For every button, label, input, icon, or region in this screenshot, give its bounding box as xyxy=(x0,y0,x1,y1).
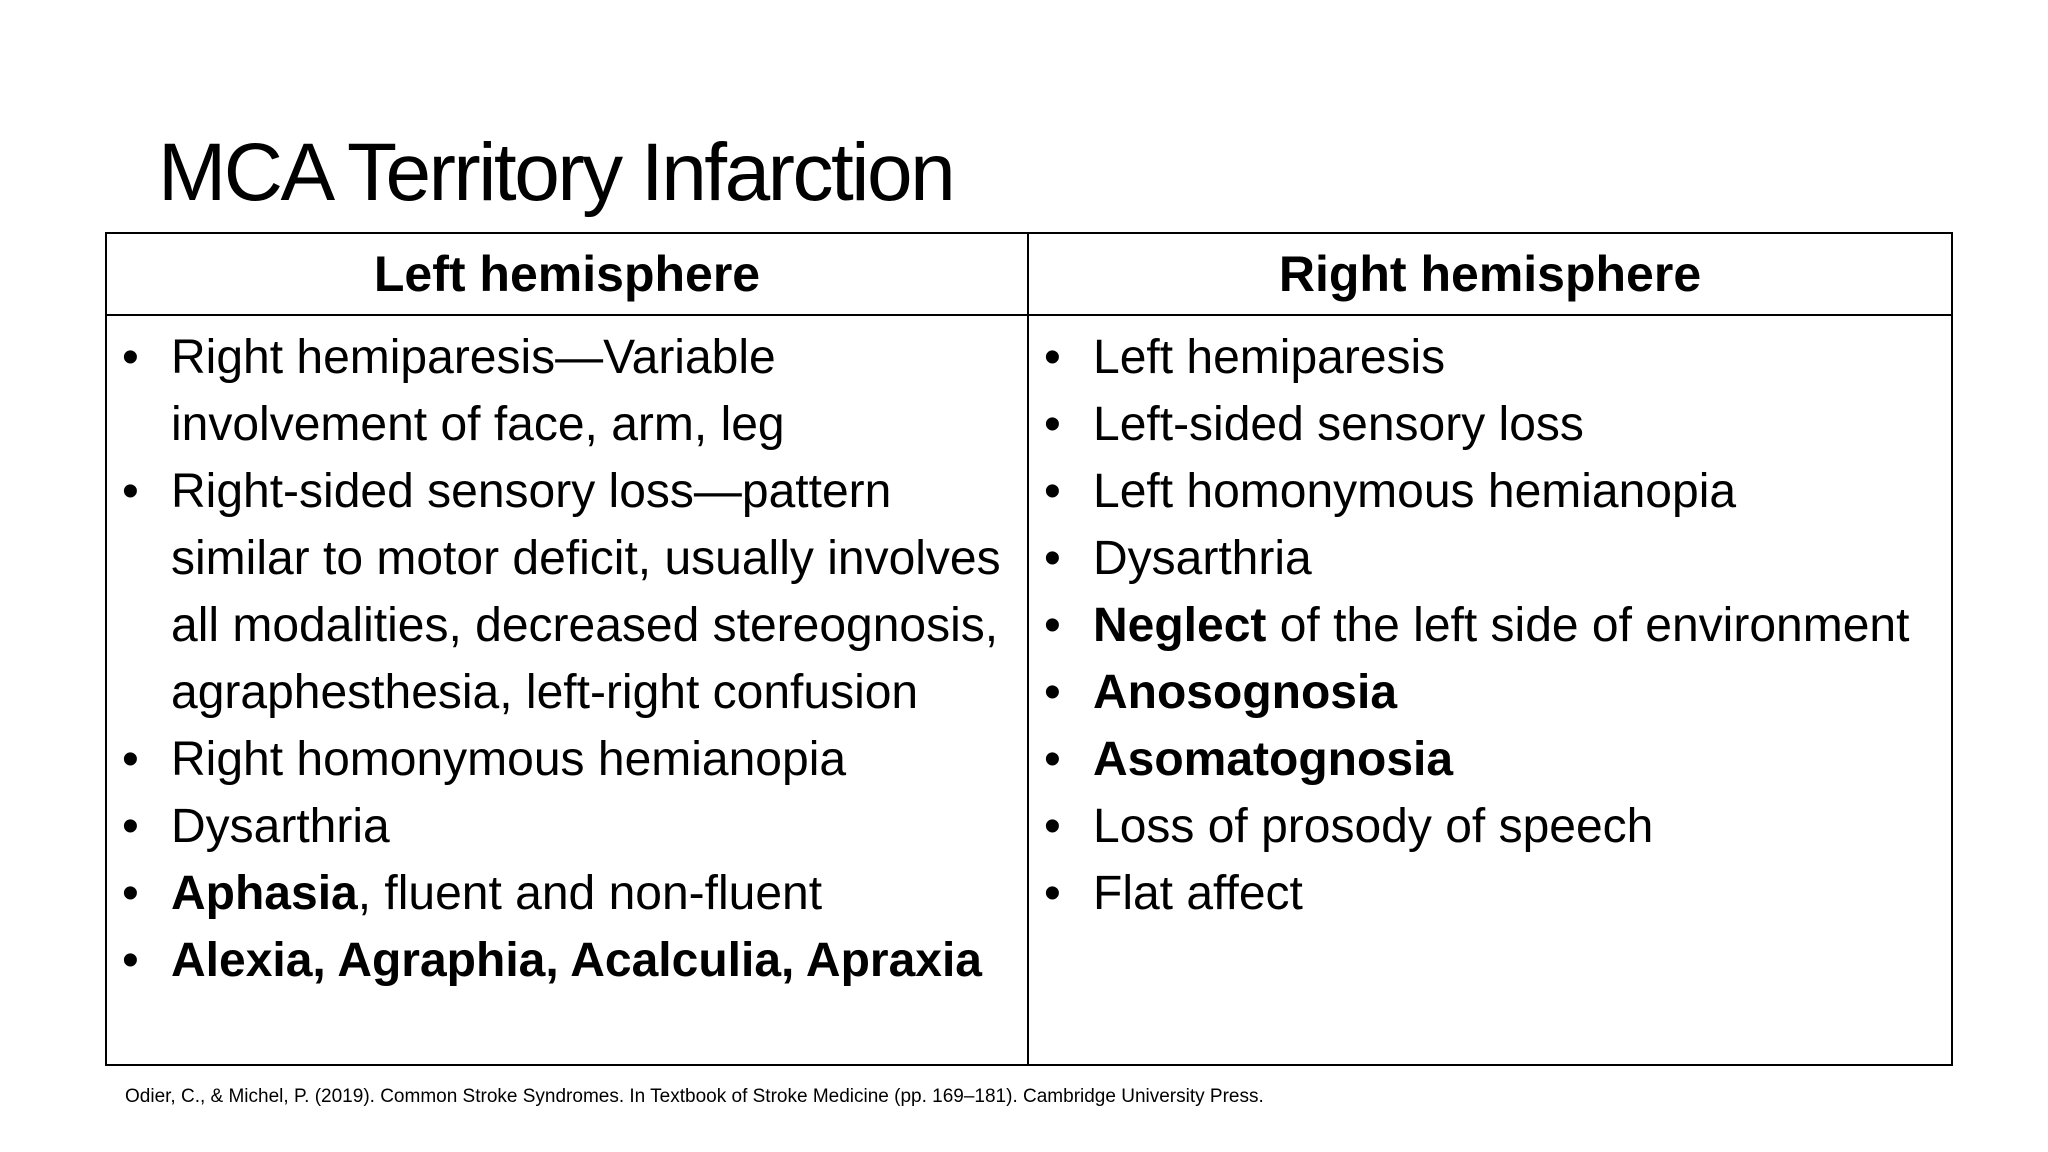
item-text: Flat affect xyxy=(1093,867,1303,920)
bullet-icon: • xyxy=(122,465,139,518)
item-text: Left hemiparesis xyxy=(1093,331,1446,384)
bullet-icon: • xyxy=(1044,532,1061,585)
left-list-item xyxy=(107,324,1019,458)
left-list-item xyxy=(107,726,1019,793)
item-text: Left-sided sensory loss xyxy=(1093,398,1584,451)
bullet-icon: • xyxy=(1044,465,1061,518)
item-text: Right homonymous hemianopia xyxy=(171,733,847,786)
right-list-item xyxy=(1029,793,1943,860)
bullet-icon: • xyxy=(122,934,139,987)
bullet-icon: • xyxy=(1044,800,1061,853)
bullet-icon: • xyxy=(1044,867,1061,920)
comparison-table xyxy=(105,232,1953,1066)
item-text: Dysarthria xyxy=(171,800,390,853)
bullet-icon: • xyxy=(122,867,139,920)
item-text: of the left side of environment xyxy=(1266,599,1910,652)
left-list-item xyxy=(107,927,1019,994)
right-list-item xyxy=(1029,659,1943,726)
item-emphasis: Anosognosia xyxy=(1093,666,1398,719)
item-text: Loss of prosody of speech xyxy=(1093,800,1654,853)
right-list-item xyxy=(1029,391,1943,458)
slide-title: MCA Territory Infarction xyxy=(158,127,954,218)
item-text: , fluent and non-fluent xyxy=(357,867,823,920)
bullet-icon: • xyxy=(1044,398,1061,451)
item-emphasis: Asomatognosia xyxy=(1093,733,1454,786)
bullet-icon: • xyxy=(1044,733,1061,786)
bullet-icon: • xyxy=(122,800,139,853)
left-hemisphere-list xyxy=(107,324,1027,994)
item-text: Right-sided sensory loss—pattern similar to motor deficit, usually involves all modalities, decreased stereognosis, agraphesthesia, left-right confusion xyxy=(171,465,1001,719)
item-emphasis: Alexia, Agraphia, Acalculia, Apraxia xyxy=(171,934,982,987)
citation: Odier, C., & Michel, P. (2019). Common Stroke Syndromes. In Textbook of Stroke Medicine (pp. 169–181). Cambridge University Press. xyxy=(125,1086,1264,1107)
left-list-item xyxy=(107,458,1019,726)
right-list-item xyxy=(1029,458,1943,525)
header-left-hemisphere: Left hemisphere xyxy=(106,233,1028,315)
right-list-item xyxy=(1029,592,1943,659)
item-text: Right hemiparesis—Variable involvement of face, arm, leg xyxy=(171,331,785,451)
table-header-row xyxy=(106,233,1952,315)
bullet-icon: • xyxy=(1044,666,1061,719)
item-text: Left homonymous hemianopia xyxy=(1093,465,1737,518)
right-hemisphere-list xyxy=(1029,324,1951,927)
right-list-item xyxy=(1029,860,1943,927)
left-list-item xyxy=(107,860,1019,927)
left-hemisphere-cell xyxy=(106,315,1028,1065)
right-list-item xyxy=(1029,525,1943,592)
bullet-icon: • xyxy=(1044,331,1061,384)
item-emphasis: Aphasia xyxy=(171,867,358,920)
table-body-row xyxy=(106,315,1952,1065)
bullet-icon: • xyxy=(122,331,139,384)
item-text: Dysarthria xyxy=(1093,532,1312,585)
item-emphasis: Neglect xyxy=(1093,599,1267,652)
right-hemisphere-cell xyxy=(1028,315,1952,1065)
right-list-item xyxy=(1029,726,1943,793)
left-list-item xyxy=(107,793,1019,860)
bullet-icon: • xyxy=(122,733,139,786)
header-right-hemisphere: Right hemisphere xyxy=(1028,233,1952,315)
bullet-icon: • xyxy=(1044,599,1061,652)
right-list-item xyxy=(1029,324,1943,391)
